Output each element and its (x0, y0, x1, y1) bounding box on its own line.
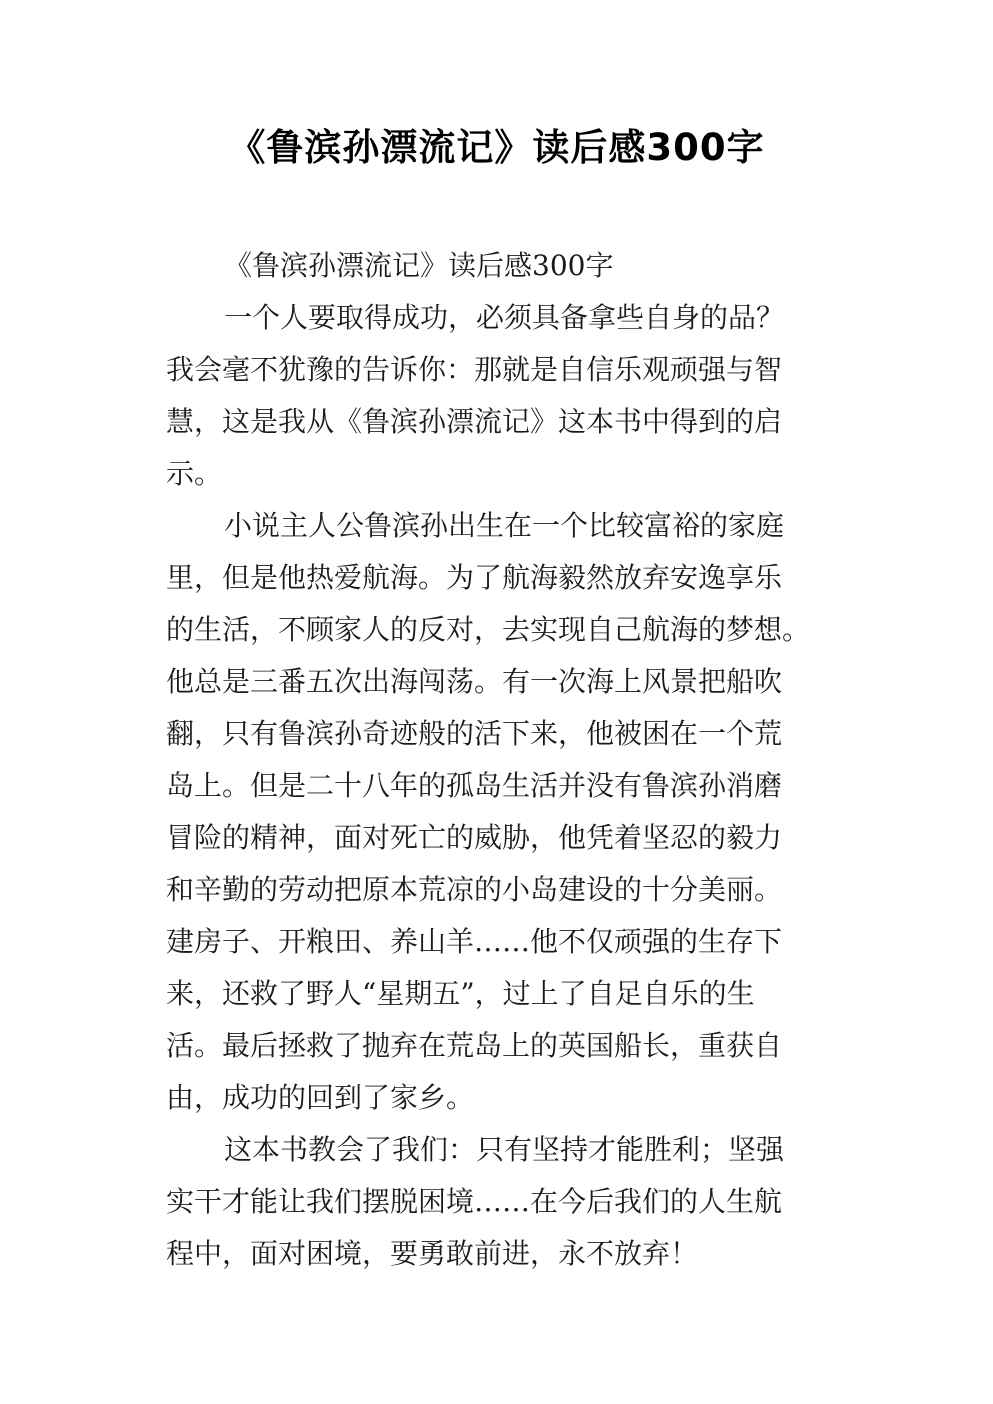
body-line: 建房子、开粮田、养山羊……他不仅顽强的生存下 (166, 925, 783, 958)
body-line: 由，成功的回到了家乡。 (166, 1081, 475, 1114)
body-line: 和辛勤的劳动把原本荒凉的小岛建设的十分美丽。 (166, 873, 783, 906)
body-line-subtitle: 《鲁滨孙漂流记》读后感300字 (224, 249, 614, 282)
body-line: 程中，面对困境，要勇敢前进，永不放弃！ (166, 1237, 699, 1270)
document-title: 《鲁滨孙漂流记》读后感300字 (228, 126, 765, 169)
body-line: 一个人要取得成功，必须具备拿些自身的品？ (224, 301, 785, 334)
body-line: 他总是三番五次出海闯荡。有一次海上风景把船吹 (166, 665, 783, 698)
body-line: 翻，只有鲁滨孙奇迹般的活下来，他被困在一个荒 (166, 717, 783, 750)
body-line: 冒险的精神，面对死亡的威胁，他凭着坚忍的毅力 (166, 821, 783, 854)
body-line: 实干才能让我们摆脱困境……在今后我们的人生航 (166, 1185, 783, 1218)
body-line: 岛上。但是二十八年的孤岛生活并没有鲁滨孙消磨 (166, 769, 783, 802)
body-line: 慧，这是我从《鲁滨孙漂流记》这本书中得到的启 (166, 405, 783, 438)
document-body (166, 240, 838, 1280)
body-line: 的生活，不顾家人的反对，去实现自己航海的梦想。 (166, 613, 811, 646)
body-line: 我会毫不犹豫的告诉你：那就是自信乐观顽强与智 (166, 353, 783, 386)
body-line: 活。最后拯救了抛弃在荒岛上的英国船长，重获自 (166, 1029, 783, 1062)
body-line: 小说主人公鲁滨孙出生在一个比较富裕的家庭 (224, 509, 785, 542)
body-line: 这本书教会了我们：只有坚持才能胜利；坚强 (224, 1133, 785, 1166)
body-line: 来，还救了野人“星期五”，过上了自足自乐的生 (166, 977, 755, 1010)
body-line: 里，但是他热爱航海。为了航海毅然放弃安逸享乐 (166, 561, 783, 594)
body-line: 示。 (166, 457, 223, 490)
